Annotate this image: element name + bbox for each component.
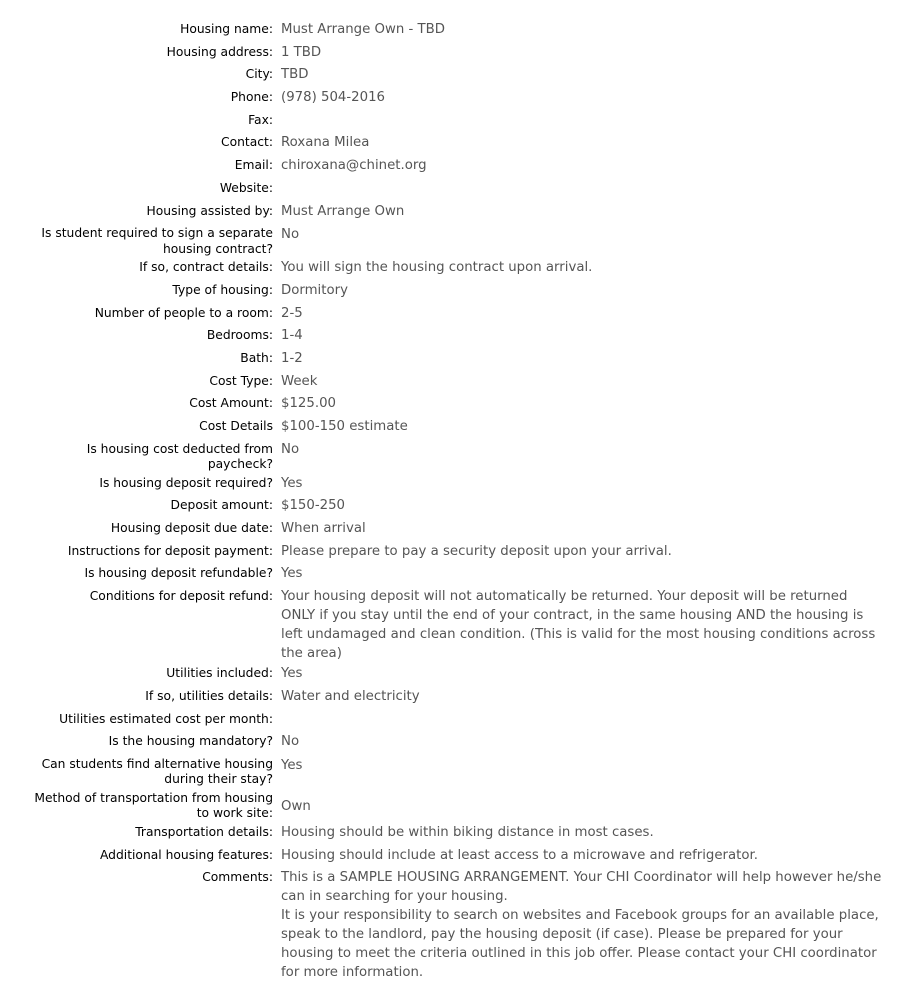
field-utilities-included: [0, 663, 924, 686]
field-label: Utilities estimated cost per month:: [59, 711, 273, 726]
field-label: Number of people to a room:: [94, 305, 273, 320]
field-value: chiroxana@chinet.org: [281, 158, 427, 174]
field-value: Yes: [281, 757, 303, 773]
field-value: You will sign the housing contract upon arrival.: [281, 260, 593, 276]
field-value: Housing should be within biking distance in most cases.: [281, 824, 654, 840]
field-value: No: [281, 441, 300, 457]
field-label: Cost Type:: [209, 373, 273, 388]
field-website: [0, 178, 924, 201]
field-value: $100-150 estimate: [281, 419, 408, 434]
field-label: Phone:: [230, 90, 273, 105]
comment-paragraph: It is your responsibility to search on websites and Facebook groups for an available place, speak to the landlord, pay the housing deposit (if case). Please be prepared for your housing to meet the criteria outlined in this job offer. Please contact your CHI coordinator for more information.: [281, 908, 879, 981]
field-label: Bedrooms:: [206, 328, 273, 343]
field-fax: [0, 110, 924, 133]
field-label: Cost Details: [199, 419, 273, 433]
field-label: Is student required to sign a separate housing contract?: [41, 226, 273, 256]
field-value: [273, 867, 924, 982]
comment-paragraph: This is a SAMPLE HOUSING ARRANGEMENT. Your CHI Coordinator will help however he/she can in searching for your housing.: [281, 870, 882, 905]
field-value: Own: [281, 798, 311, 814]
field-label: Method of transportation from housing to work site:: [34, 790, 273, 821]
field-deposit-due-date: [0, 518, 924, 541]
field-deposit-refundable: [0, 563, 924, 586]
field-label: Additional housing features:: [99, 847, 273, 862]
field-value: Yes: [281, 475, 303, 491]
field-value: 1-4: [281, 328, 303, 344]
field-utilities-details: [0, 686, 924, 709]
field-value: Please prepare to pay a security deposit upon your arrival.: [281, 543, 672, 559]
field-deposit-instructions: [0, 541, 924, 564]
field-value: No: [281, 227, 300, 243]
field-label: Cost Amount:: [189, 396, 273, 411]
field-label: Conditions for deposit refund:: [89, 589, 273, 604]
field-alternative-housing: [0, 754, 924, 788]
field-value: $150-250: [281, 498, 346, 514]
field-label: If so, utilities details:: [145, 688, 273, 703]
field-comments: [0, 867, 924, 982]
field-value: [273, 110, 924, 111]
field-type-of-housing: [0, 280, 924, 303]
field-label: Is housing cost deducted from paycheck?: [86, 441, 273, 472]
field-label: Is the housing mandatory?: [108, 734, 273, 749]
field-housing-assisted-by: [0, 201, 924, 224]
field-value: TBD: [281, 67, 309, 83]
field-value: $125.00: [281, 396, 336, 412]
field-label: Type of housing:: [172, 282, 273, 297]
field-additional-features: [0, 845, 924, 868]
field-deposit-required: [0, 473, 924, 496]
field-label: Is housing deposit refundable?: [84, 566, 273, 581]
field-utilities-cost: [0, 709, 924, 732]
field-label: Transportation details:: [135, 824, 273, 839]
field-housing-mandatory: [0, 731, 924, 754]
field-phone: [0, 87, 924, 110]
field-cost-details: [0, 416, 924, 439]
field-label: Contact:: [221, 135, 273, 150]
field-label: Bath:: [240, 350, 273, 365]
field-value: Must Arrange Own: [281, 203, 405, 219]
field-label: Fax:: [248, 112, 273, 127]
field-label: Housing name:: [180, 22, 273, 36]
field-value: Dormitory: [281, 282, 348, 298]
field-label: Housing assisted by:: [146, 203, 273, 218]
field-city: [0, 64, 924, 87]
field-label: Utilities included:: [166, 666, 273, 681]
field-cost-amount: [0, 393, 924, 416]
field-value: 1-2: [281, 350, 303, 366]
field-label: City:: [245, 67, 273, 82]
field-value: 1 TBD: [281, 44, 322, 60]
field-value: Week: [281, 373, 318, 389]
field-label: Can students find alternative housing during their stay?: [41, 756, 273, 787]
field-value: [273, 178, 924, 179]
field-people-per-room: [0, 303, 924, 326]
field-value: [273, 709, 924, 710]
field-housing-address: [0, 42, 924, 65]
field-label: Is housing deposit required?: [99, 475, 273, 490]
field-separate-contract: [0, 223, 924, 257]
field-refund-conditions: [0, 586, 924, 663]
field-value: Yes: [281, 666, 303, 682]
field-label: Website:: [219, 180, 273, 195]
field-label: Instructions for deposit payment:: [67, 543, 273, 558]
field-transportation-method: [0, 788, 924, 822]
field-transportation-details: [0, 822, 924, 845]
field-value: Roxana Milea: [281, 135, 370, 151]
field-value: (978) 504-2016: [281, 90, 385, 106]
field-housing-name: [0, 19, 924, 42]
field-value: Yes: [281, 566, 303, 582]
field-value: When arrival: [281, 521, 366, 537]
field-bedrooms: [0, 325, 924, 348]
field-email: [0, 155, 924, 178]
field-value: Must Arrange Own - TBD: [281, 22, 445, 37]
field-deposit-amount: [0, 495, 924, 518]
field-label: Housing deposit due date:: [110, 521, 273, 536]
field-cost-deducted: [0, 439, 924, 473]
field-label: If so, contract details:: [139, 260, 273, 275]
field-value: Water and electricity: [281, 688, 420, 704]
field-label: Email:: [234, 158, 273, 173]
field-value: 2-5: [281, 305, 303, 321]
field-cost-type: [0, 371, 924, 394]
field-label: Deposit amount:: [170, 498, 273, 513]
field-contact: [0, 132, 924, 155]
field-label: Comments:: [202, 870, 273, 885]
field-value: No: [281, 734, 300, 750]
field-label: Housing address:: [166, 44, 273, 59]
field-value: Your housing deposit will not automatically be returned. Your deposit will be returned ONLY if you stay until the end of your contract, in the same housing AND the housing is left undamaged and clean condition. (This is valid for the most housing conditions across the area): [281, 589, 876, 662]
field-contract-details: [0, 257, 924, 280]
field-bath: [0, 348, 924, 371]
field-value: Housing should include at least access to a microwave and refrigerator.: [281, 847, 758, 863]
